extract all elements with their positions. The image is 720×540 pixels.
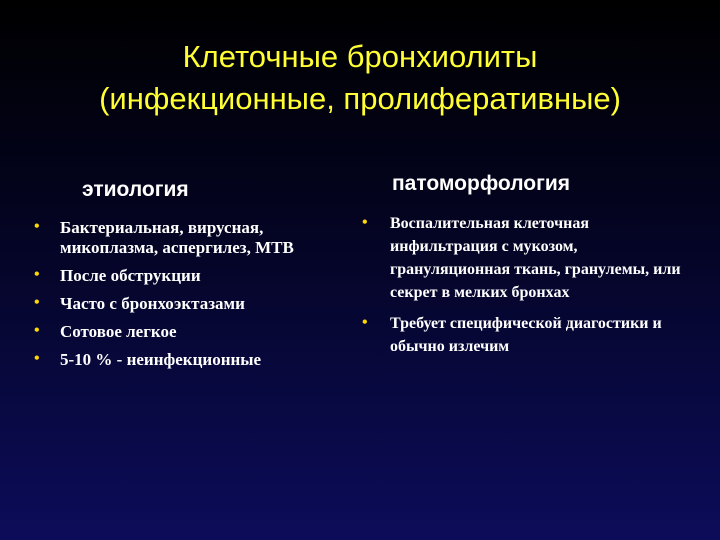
list-item-text: Бактериальная, вирусная, микоплазма, аспергилез, МТВ <box>60 218 294 257</box>
etiology-column <box>34 178 344 378</box>
bullet-icon: • <box>34 350 40 367</box>
pathomorphology-list <box>362 212 692 358</box>
list-item <box>362 312 692 358</box>
bullet-icon: • <box>34 322 40 339</box>
list-item <box>34 322 344 342</box>
pathomorphology-heading: патоморфология <box>392 172 571 195</box>
bullet-icon: • <box>362 214 368 231</box>
list-item-text: Требует специфической диагостики и обычно излечим <box>390 315 662 355</box>
bullet-icon: • <box>34 294 40 311</box>
list-item <box>34 294 344 314</box>
list-item <box>34 218 344 258</box>
bullet-icon: • <box>362 314 368 331</box>
pathomorphology-column <box>362 172 692 366</box>
list-item-text: Часто с бронхоэктазами <box>60 294 245 313</box>
title-line-2: (инфекционные, пролиферативные) <box>99 81 621 116</box>
list-item-text: Воспалительная клеточная инфильтрация с мукозом, грануляционная ткань, гранулемы, или секрет в мелких бронхах <box>390 215 681 301</box>
slide-title <box>0 36 720 120</box>
etiology-list <box>34 218 344 370</box>
title-line-1: Клеточные бронхиолиты <box>182 39 538 74</box>
list-item-text: После обструкции <box>60 266 201 285</box>
list-item-text: Сотовое легкое <box>60 322 177 341</box>
bullet-icon: • <box>34 218 40 235</box>
bullet-icon: • <box>34 266 40 283</box>
etiology-heading: этиология <box>82 178 189 201</box>
list-item-text: 5-10 % - неинфекционные <box>60 350 262 369</box>
list-item <box>362 212 692 304</box>
list-item <box>34 266 344 286</box>
list-item <box>34 350 344 370</box>
